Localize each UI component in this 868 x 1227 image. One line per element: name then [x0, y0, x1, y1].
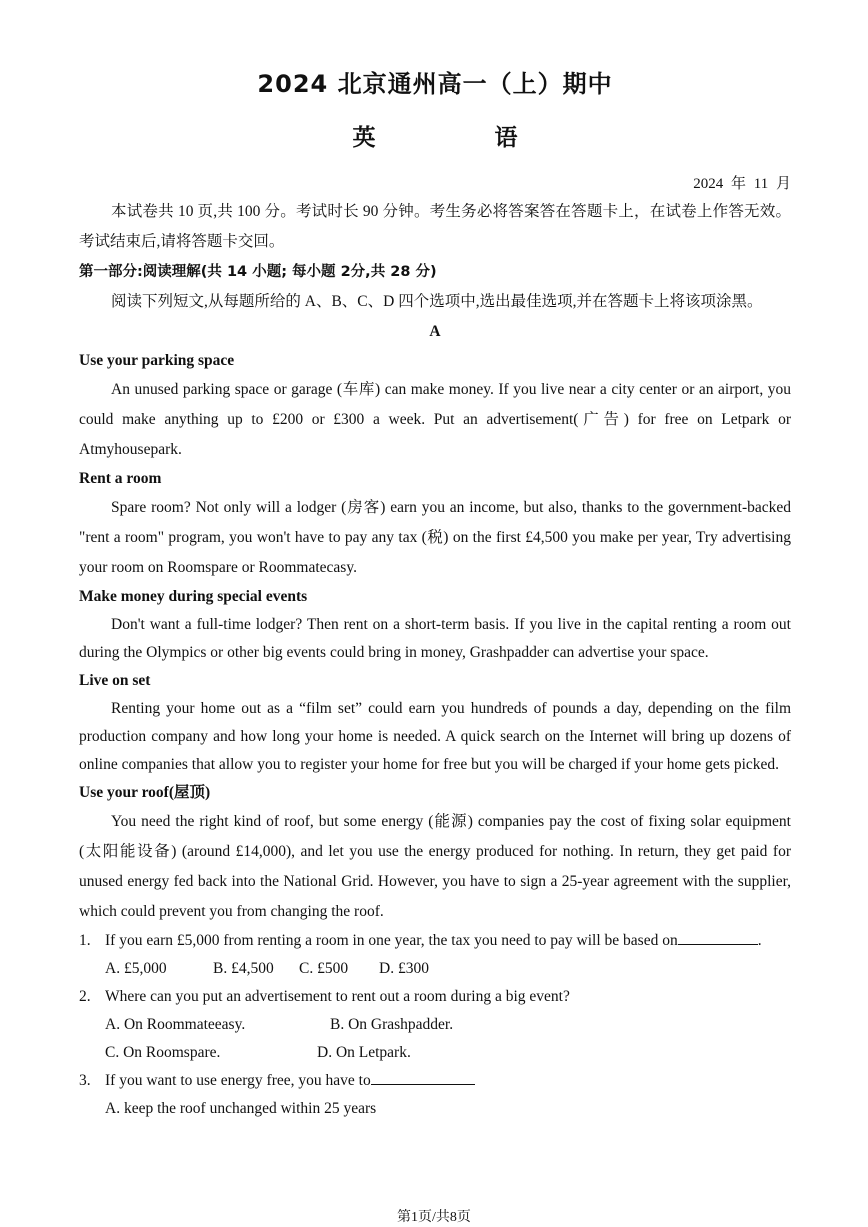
- instructions: 本试卷共 10 页,共 100 分。考试时长 90 分钟。考生务必将答案答在答题卡上，在试卷上作答无效。考试结束后,请将答题卡交回。: [79, 203, 791, 250]
- part1-directions: 阅读下列短文,从每题所给的 A、B、C、D 四个选项中,选出最佳选项,并在答题卡上将该项涂黑。: [111, 293, 763, 310]
- option-a[interactable]: A. £5,000: [105, 960, 167, 977]
- question-1: [79, 927, 791, 955]
- question-2: [79, 983, 791, 1011]
- option-b[interactable]: B. £4,500: [213, 960, 274, 977]
- exam-date: 2024 年 11 月: [693, 176, 791, 192]
- passage-paragraph: Renting your home out as a “film set” could earn you hundreds of pounds a day, depending on the film production company and how long your home is needed. A quick search on the Internet will bring up dozens of online companies that allow you to register your home for free but you will be charged if your home gets picked.: [79, 700, 791, 773]
- question-number: 3.: [79, 1072, 91, 1089]
- subject-title: 英 语: [352, 125, 566, 151]
- question-1-options: [79, 955, 791, 983]
- option-d[interactable]: D. £300: [379, 960, 429, 977]
- answer-blank: [678, 930, 758, 945]
- option-c[interactable]: C. On Roomspare.: [105, 1044, 221, 1061]
- passage-heading: Use your parking space: [79, 352, 235, 369]
- option-a[interactable]: A. keep the roof unchanged within 25 years: [105, 1100, 377, 1117]
- question-2-options-row-1: [79, 1011, 791, 1039]
- answer-blank: [371, 1070, 475, 1085]
- exam-title: 2024 北京通州高一（上）期中: [257, 70, 613, 98]
- question-stem: If you want to use energy free, you have to: [105, 1072, 371, 1089]
- option-b[interactable]: B. On Grashpadder.: [330, 1016, 454, 1033]
- part1-heading: 第一部分:阅读理解(共 14 小题; 每小题 2分,共 28 分): [79, 264, 437, 280]
- passage-paragraph: An unused parking space or garage (车库) can make money. If you live near a city center or an airport, you could make anything up to £200 or £300 a week. Put an advertisement(广告) for free on Letpark or Atmyhousepark.: [79, 381, 791, 458]
- passage-heading: Make money during special events: [79, 588, 308, 605]
- passage-label: A: [429, 323, 441, 340]
- question-stem: If you earn £5,000 from renting a room in one year, the tax you need to pay will be based on: [105, 932, 678, 949]
- passage-heading: Use your roof(屋顶): [79, 784, 211, 801]
- page-footer: 第1页/共8页: [397, 1210, 471, 1225]
- passage-heading: Rent a room: [79, 470, 162, 487]
- question-number: 1.: [79, 932, 91, 949]
- question-end: .: [757, 932, 762, 949]
- question-number: 2.: [79, 988, 91, 1005]
- passage-paragraph: You need the right kind of roof, but some energy (能源) companies pay the cost of fixing solar equipment (太阳能设备) (around £14,000), and let you use the energy produced for nothing. In return, they get paid for unused energy fed back into the National Grid. However, you have to sign a 25-year agreement with the supplier, which could prevent you from changing the roof.: [79, 813, 791, 920]
- exam-page: [79, 64, 791, 1123]
- passage-paragraph: Spare room? Not only will a lodger (房客) earn you an income, but also, thanks to the government-backed "rent a room" program, you won't have to pay any tax (税) on the first £4,500 you make per year, Try advertising your room on Roomspare or Roommatecasy.: [79, 499, 791, 576]
- question-3-options: [79, 1095, 791, 1123]
- option-a[interactable]: A. On Roommateeasy.: [105, 1016, 246, 1033]
- option-d[interactable]: D. On Letpark.: [317, 1044, 411, 1061]
- question-stem: Where can you put an advertisement to rent out a room during a big event?: [105, 988, 570, 1005]
- question-2-options-row-2: [79, 1039, 791, 1067]
- question-3: [79, 1067, 791, 1095]
- passage-paragraph: Don't want a full-time lodger? Then rent on a short-term basis. If you live in the capital renting a room out during the Olympics or other big events could bring in money, Grashpadder can advertise your space.: [79, 616, 791, 661]
- option-c[interactable]: C. £500: [299, 960, 349, 977]
- passage-heading: Live on set: [79, 672, 151, 689]
